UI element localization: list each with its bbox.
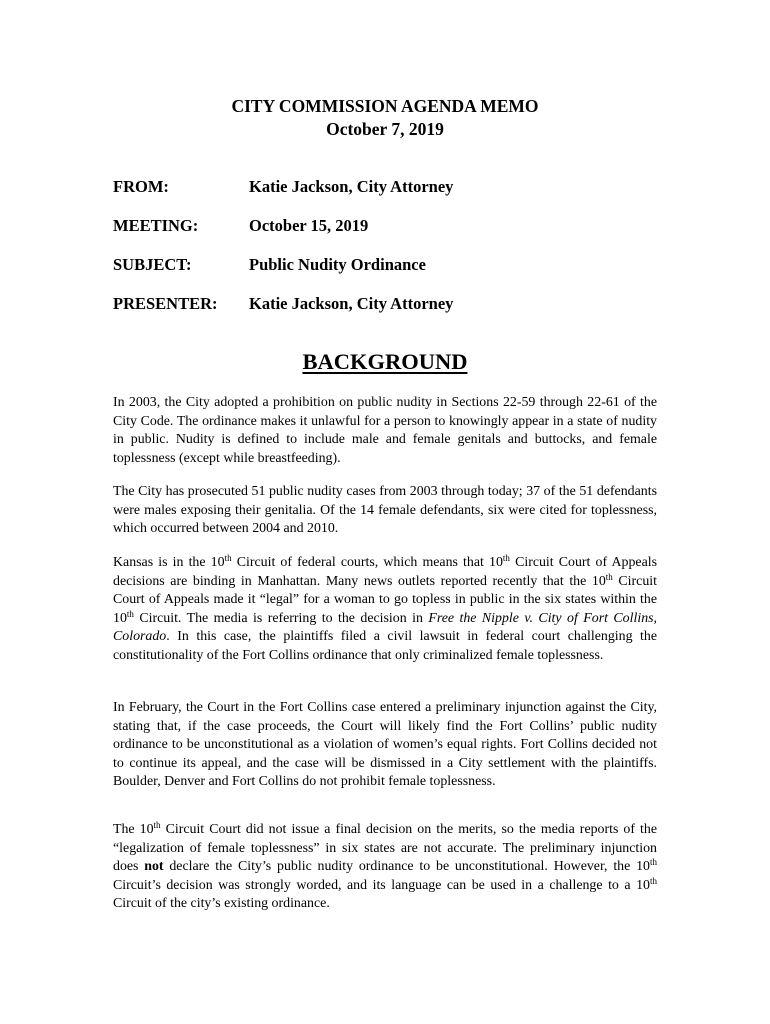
subject-row bbox=[113, 254, 426, 276]
ordinal-suffix: th bbox=[126, 608, 134, 619]
ordinal-suffix: th bbox=[649, 857, 657, 867]
ordinal-suffix: th bbox=[605, 571, 613, 582]
case-name: Free the Nipple v. City of Fort Collins, Colorado bbox=[113, 610, 658, 644]
paragraph-5 bbox=[113, 821, 657, 914]
from-label: FROM: bbox=[113, 177, 169, 196]
p3-text: Circuit of federal courts, which means that 10 bbox=[231, 555, 503, 570]
p3-text: Circuit Court of Appeals made it “legal” for a woman to go topless in public in the six states within the 10 bbox=[113, 573, 658, 626]
ordinal-suffix: th bbox=[224, 553, 232, 563]
p5-text: Circuit of the city’s existing ordinance. bbox=[113, 896, 330, 911]
p5-text: Circuit’s decision was strongly worded, and its language can be used in a challenge to a 10 bbox=[113, 877, 650, 893]
presenter-value: Katie Jackson, City Attorney bbox=[249, 294, 454, 313]
from-value: Katie Jackson, City Attorney bbox=[249, 177, 454, 196]
presenter-row bbox=[113, 293, 453, 315]
presenter-label: PRESENTER: bbox=[113, 294, 218, 313]
p3-text: Kansas is in the 10 bbox=[113, 555, 225, 570]
meeting-row bbox=[113, 215, 368, 237]
paragraph-1: In 2003, the City adopted a prohibition on public nudity in Sections 22-59 through 22-61 of the City Code. The ordinance makes it unlawful for a person to knowingly appear in a state of nudity in public. Nudity is defined to include male and female genitals and buttocks, and female toplessness (except while breastfeeding). bbox=[113, 395, 657, 466]
meeting-value: October 15, 2019 bbox=[249, 216, 369, 235]
subject-label: SUBJECT: bbox=[113, 255, 192, 274]
paragraph-4: In February, the Court in the Fort Collins case entered a preliminary injunction against the City, stating that, if the case proceeds, the Court will likely find the Fort Collins’ public nudity ordinance to be unconstitutional as a violation of women’s equal rights. Fort Collins decided not to continue its appeal, and the case will be dismissed in a City settlement with the plaintiffs. Boulder, Denver and Fort Collins do not prohibit female toplessness. bbox=[113, 700, 657, 789]
ordinal-suffix: th bbox=[153, 820, 161, 830]
memo-date: October 7, 2019 bbox=[326, 119, 444, 139]
emphasis-not: not bbox=[144, 859, 164, 874]
p3-text: Circuit. The media is referring to the decision in bbox=[133, 610, 429, 626]
p5-text: The 10 bbox=[113, 822, 154, 837]
subject-value: Public Nudity Ordinance bbox=[249, 255, 426, 274]
ordinal-suffix: th bbox=[502, 553, 510, 563]
p5-text: Circuit Court did not issue a final decision on the merits, so the media reports of the “legalization of female toplessness” in six states are not accurate. The preliminary injunction does bbox=[113, 822, 657, 874]
ordinal-suffix: th bbox=[649, 875, 657, 886]
section-heading: BACKGROUND bbox=[302, 349, 468, 374]
memo-title: CITY COMMISSION AGENDA MEMO bbox=[231, 96, 539, 116]
paragraph-3 bbox=[113, 554, 657, 665]
p3-text: Circuit Court of Appeals decisions are binding in Manhattan. Many news outlets reported recently that the 10 bbox=[113, 555, 657, 589]
p5-text: declare the City’s public nudity ordinance to be unconstitutional. However, the 10 bbox=[163, 859, 650, 874]
paragraph-2: The City has prosecuted 51 public nudity cases from 2003 through today; 37 of the 51 defendants were males exposing their genitalia. Of the 14 female defendants, six were cited for toplessness, which occurred between 2004 and 2010. bbox=[113, 484, 657, 536]
meeting-label: MEETING: bbox=[113, 216, 199, 235]
from-row bbox=[113, 176, 453, 198]
p3-text: . In this case, the plaintiffs filed a civil lawsuit in federal court challenging the constitutionality of the Fort Collins ordinance that only criminalized female toplessness. bbox=[113, 629, 657, 663]
